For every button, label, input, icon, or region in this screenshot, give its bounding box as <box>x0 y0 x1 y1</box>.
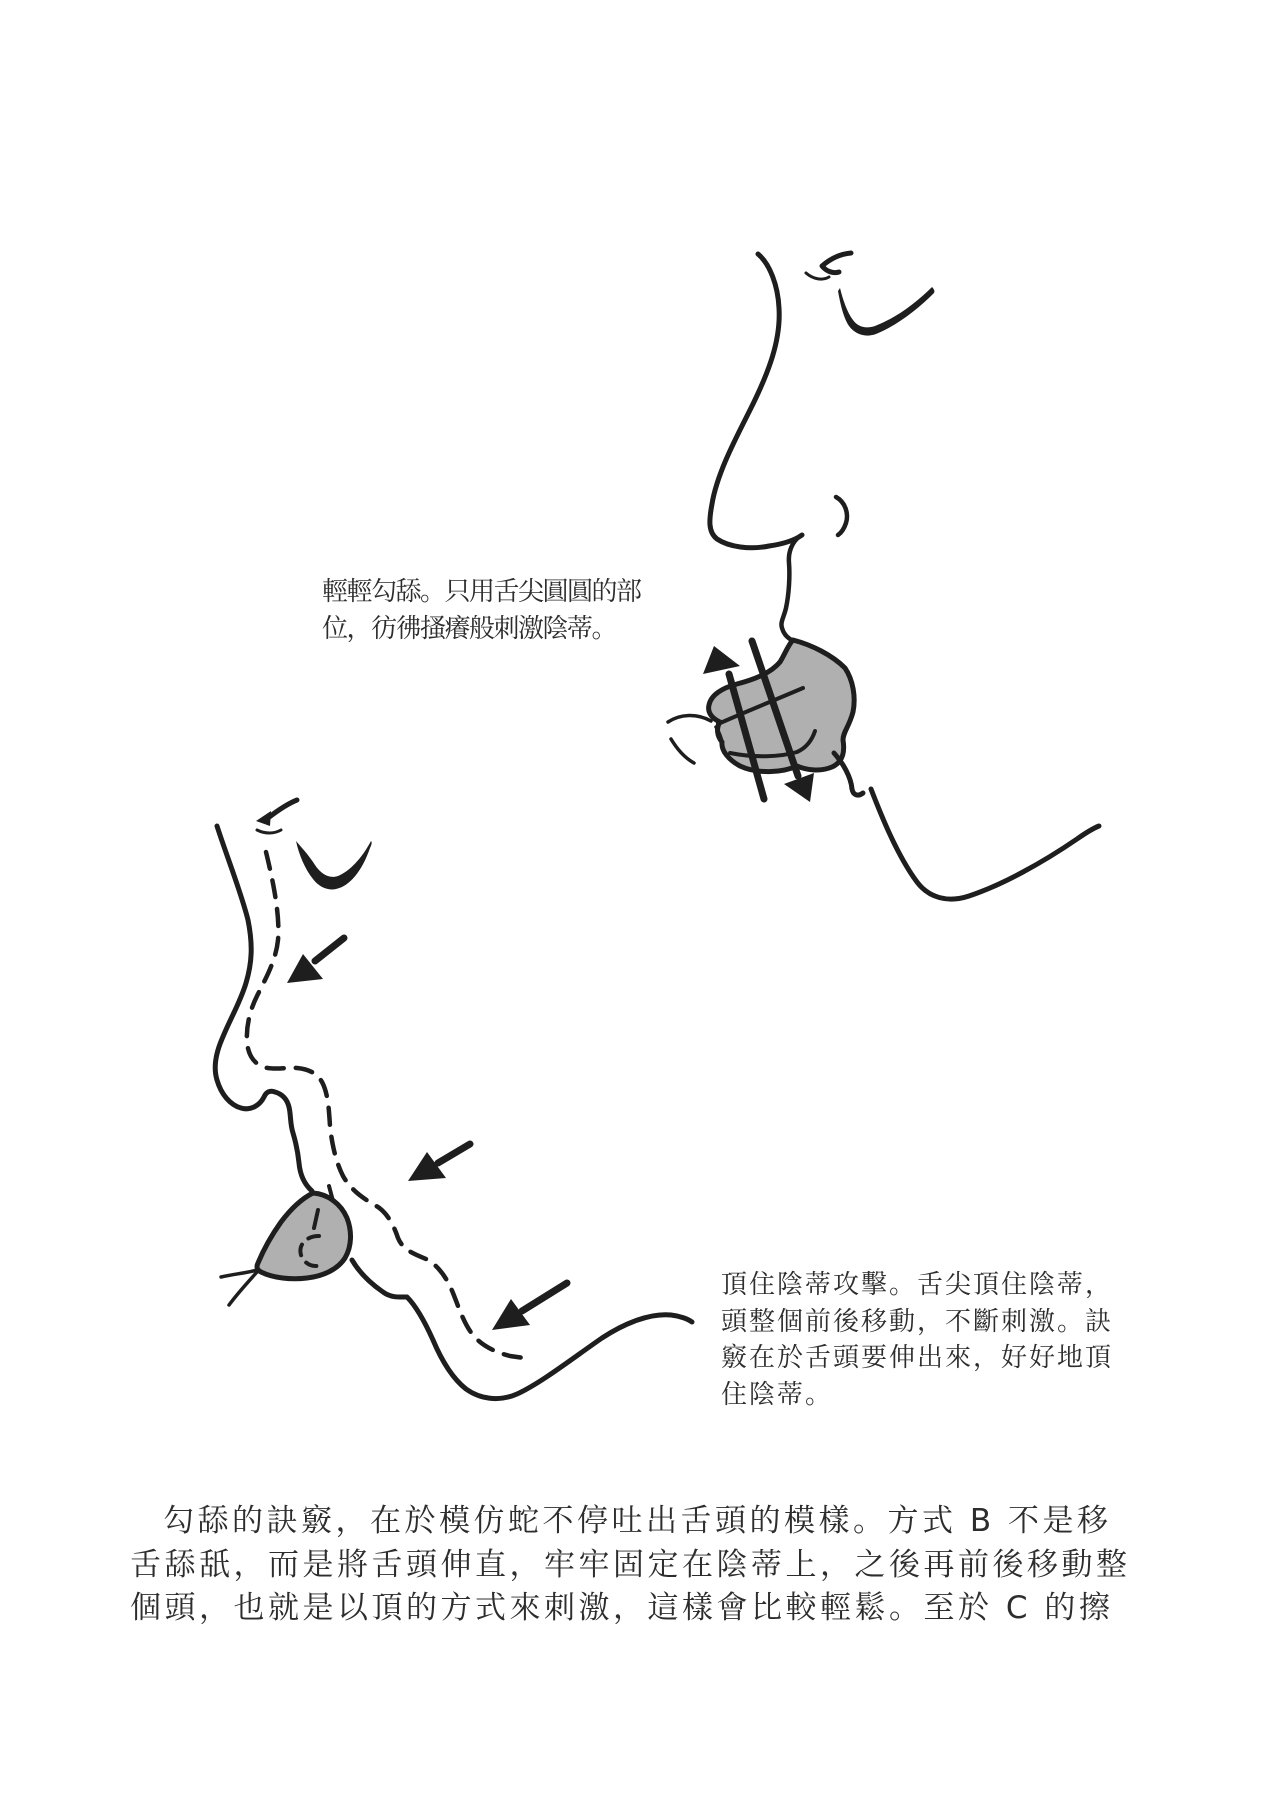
face-profile-line <box>710 254 802 548</box>
caption-line: 輕輕勾舔。只用舌尖圓圓的部 <box>322 577 641 607</box>
jaw-neck-line <box>871 789 1099 899</box>
paragraph-line: 勾舔的訣竅，在於模仿蛇不停吐出舌頭的模樣。方式 B 不是移 <box>163 1503 1112 1539</box>
philtrum-line <box>781 536 800 641</box>
caption-line: 頭整個前後移動，不斷刺激。訣 <box>721 1306 1114 1337</box>
figure-press-attack-face <box>215 800 692 1399</box>
press-arrow-2-head <box>408 1152 446 1181</box>
eyelid-line <box>257 830 281 833</box>
paragraph-line: 舌舔舐，而是將舌頭伸直，牢牢固定在陰蒂上，之後再前後移動整 <box>130 1546 1131 1583</box>
press-arrow-3-shaft <box>522 1283 567 1311</box>
caption-line: 位，彷彿搔癢般刺激陰蒂。 <box>322 614 617 644</box>
closed-eye-shape <box>838 287 934 336</box>
closed-eye-shape <box>296 841 372 889</box>
mouth-corner-upper-line <box>668 715 711 722</box>
face-profile-line <box>215 826 312 1191</box>
nostril-line <box>836 497 847 535</box>
caption-line: 竅在於舌頭要伸出來，好好地頂 <box>721 1343 1114 1374</box>
eyebrow-hook <box>256 811 271 826</box>
press-arrow-3-head <box>492 1299 530 1330</box>
chin-jaw-neck-line <box>352 1260 692 1399</box>
eyelid-line <box>806 273 829 279</box>
caption-gentle-lick <box>322 574 641 648</box>
figure-gentle-lick-face <box>668 253 1099 899</box>
eyebrow-line <box>268 800 297 818</box>
mouth-corner-lower-line <box>229 1272 257 1305</box>
up-arrow-head <box>703 646 740 674</box>
body-paragraph <box>130 1500 1131 1631</box>
eyebrow-line <box>822 253 851 273</box>
mouth-corner-lower-line <box>671 739 694 763</box>
caption-press-attack <box>721 1267 1113 1414</box>
caption-line: 頂住陰蒂攻擊。舌尖頂住陰蒂， <box>721 1270 1114 1300</box>
chin-line <box>834 753 863 795</box>
press-arrow-1-shaft <box>315 938 344 961</box>
tongue-shape <box>257 1193 351 1279</box>
paragraph-line: 個頭，也就是以頂的方式來刺激，這樣會比較輕鬆。至於 C 的擦 <box>130 1590 1114 1626</box>
caption-line: 住陰蒂。 <box>721 1380 834 1411</box>
press-arrow-2-shaft <box>438 1144 470 1163</box>
